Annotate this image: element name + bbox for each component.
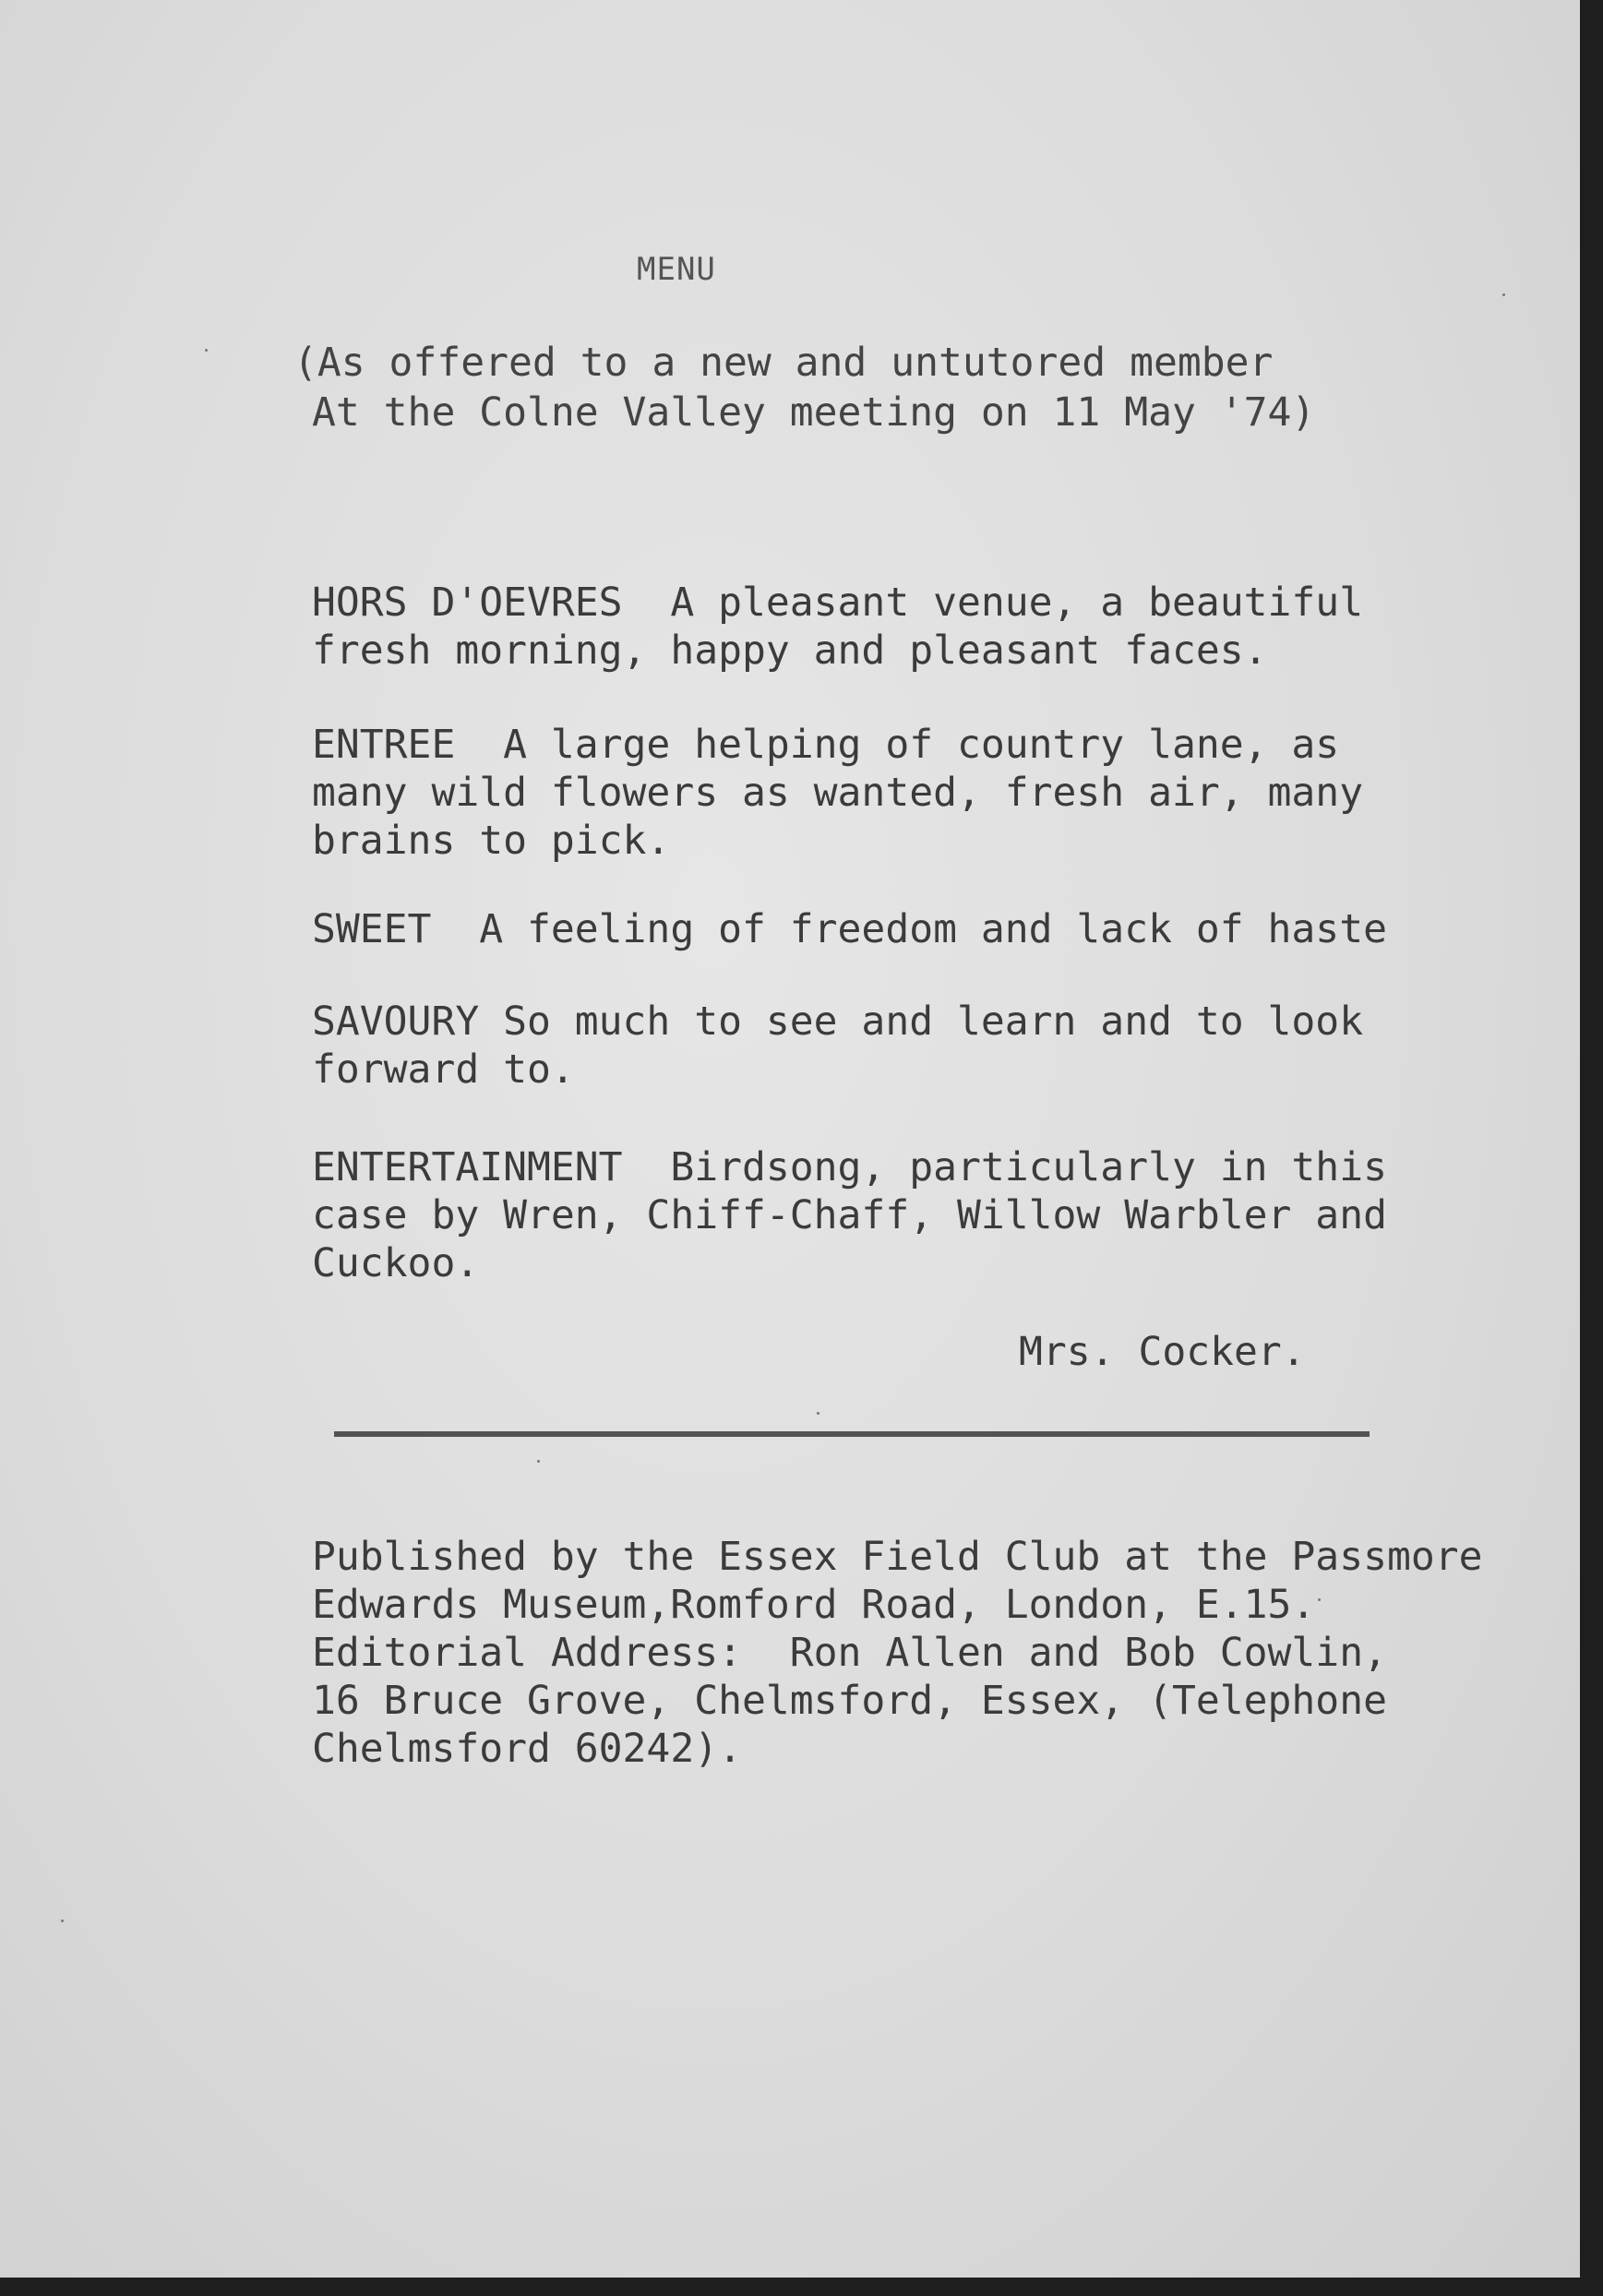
course-entertainment-line-2: case by Wren, Chiff-Chaff, Willow Warbler and (312, 1192, 1387, 1238)
paper-speck (205, 349, 208, 352)
course-entree-line-1: ENTREE A large helping of country lane, as (312, 722, 1340, 768)
subtitle-line-1: (As offered to a new and untutored member (293, 340, 1274, 386)
footer-line-3: Editorial Address: Ron Allen and Bob Cowlin, (312, 1630, 1387, 1676)
course-entertainment-line-3: Cuckoo. (312, 1240, 480, 1286)
course-entree-line-2: many wild flowers as wanted, fresh air, many (312, 770, 1364, 816)
scan-edge-right (1580, 0, 1603, 2296)
divider-rule (334, 1431, 1370, 1437)
paper-speck (1502, 293, 1505, 296)
paper-speck (1318, 1598, 1321, 1601)
course-savoury-line-2: forward to. (312, 1046, 575, 1093)
paper-speck (61, 1919, 64, 1922)
course-entree-line-3: brains to pick. (312, 818, 671, 864)
scan-edge-bottom (0, 2278, 1603, 2296)
course-hors-doeuvres-line-1: HORS D'OEVRES A pleasant venue, a beautiful (312, 580, 1364, 626)
footer-line-5: Chelmsford 60242). (312, 1726, 742, 1772)
footer-line-4: 16 Bruce Grove, Chelmsford, Essex, (Telephone (312, 1678, 1387, 1724)
course-hors-doeuvres-line-2: fresh morning, happy and pleasant faces. (312, 628, 1268, 674)
course-sweet-line-1: SWEET A feeling of freedom and lack of haste (312, 906, 1387, 952)
footer-line-1: Published by the Essex Field Club at the Passmore (312, 1534, 1483, 1580)
paper-speck (537, 1460, 540, 1463)
course-entertainment-line-1: ENTERTAINMENT Birdsong, particularly in this (312, 1144, 1387, 1190)
footer-line-2: Edwards Museum,Romford Road, London, E.15. (312, 1582, 1316, 1628)
course-savoury-line-1: SAVOURY So much to see and learn and to look (312, 999, 1364, 1045)
subtitle-line-2: At the Colne Valley meeting on 11 May '74) (312, 389, 1316, 436)
paper-speck (817, 1412, 819, 1415)
signature: Mrs. Cocker. (1019, 1329, 1306, 1375)
menu-title: MENU (637, 251, 716, 288)
